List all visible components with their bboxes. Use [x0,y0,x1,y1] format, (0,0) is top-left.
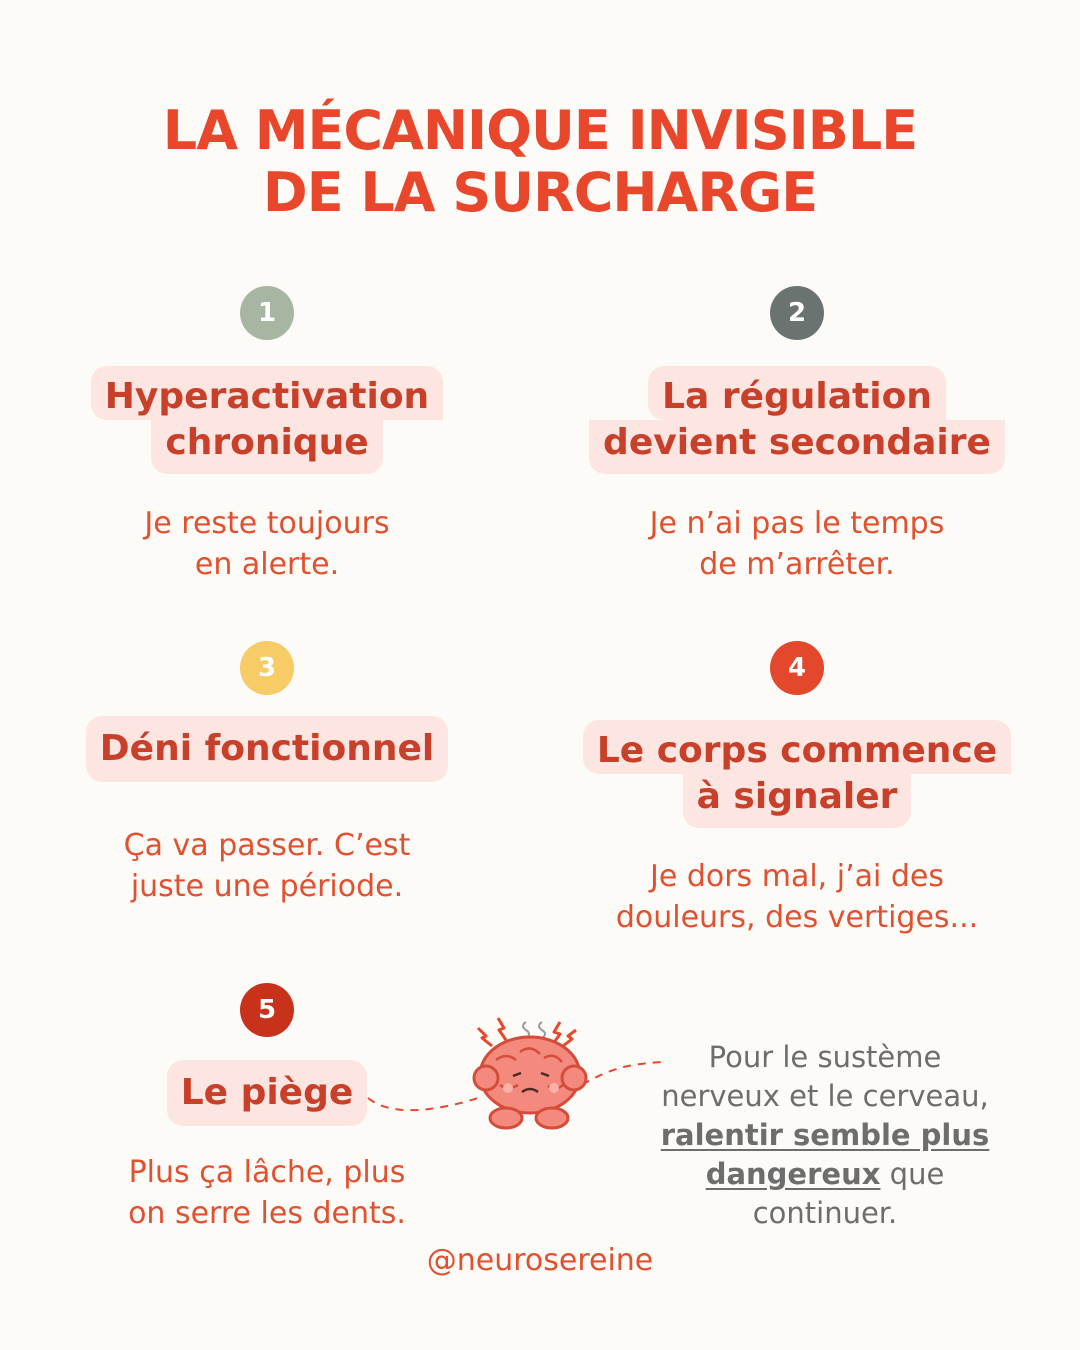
step-2-title-line-2: devient secondaire [589,420,1005,474]
step-1-number: 1 [240,286,294,340]
step-2-title-line-1: La régulation [648,366,946,420]
step-1-title-line-2: chronique [151,420,382,474]
note-line-5: continuer. [752,1196,898,1230]
step-2-desc-line-2: de m’arrêter. [699,547,895,582]
note-line-2: nerveux et le cerveau, [661,1079,989,1113]
note-after-emphasis: que [880,1157,945,1191]
step-5-desc-line-2: on serre les dents. [128,1196,406,1231]
dashed-connector-left [368,1098,478,1110]
step-5-title-line-1: Le piège [167,1060,368,1126]
step-1-desc-line-1: Je reste toujours [144,506,390,541]
note-emphasis-2: dangereux [705,1157,881,1191]
note-emphasis-1: ralentir semble plus [660,1118,990,1152]
step-4-title-line-1: Le corps commence [583,720,1011,774]
step-3-title-line-1: Déni fonctionnel [86,716,448,782]
title-line-2: DE LA SURCHARGE [262,161,818,224]
step-3-desc-line-1: Ça va passer. C’est [123,828,411,863]
step-4-number: 4 [770,641,824,695]
step-1-title-line-1: Hyperactivation [91,366,443,420]
step-2-number: 2 [770,286,824,340]
stressed-brain-icon [474,1018,586,1128]
step-4-desc-line-1: Je dors mal, j’ai des [649,859,944,894]
step-4-desc-line-2: douleurs, des vertiges... [615,900,979,935]
note-line-1: Pour le sustème [708,1040,942,1074]
step-4-title-line-2: à signaler [683,774,912,828]
step-3-desc-line-2: juste une période. [130,869,404,904]
author-handle: @neurosereine [426,1243,654,1278]
insight-note [640,1038,1010,1233]
step-5-number: 5 [240,983,294,1037]
title-line-1: LA MÉCANIQUE INVISIBLE [162,99,918,162]
step-1-desc-line-2: en alerte. [194,547,340,582]
step-5-desc-line-1: Plus ça lâche, plus [128,1155,406,1190]
step-3-number: 3 [240,641,294,695]
step-2-desc-line-1: Je n’ai pas le temps [649,506,945,541]
